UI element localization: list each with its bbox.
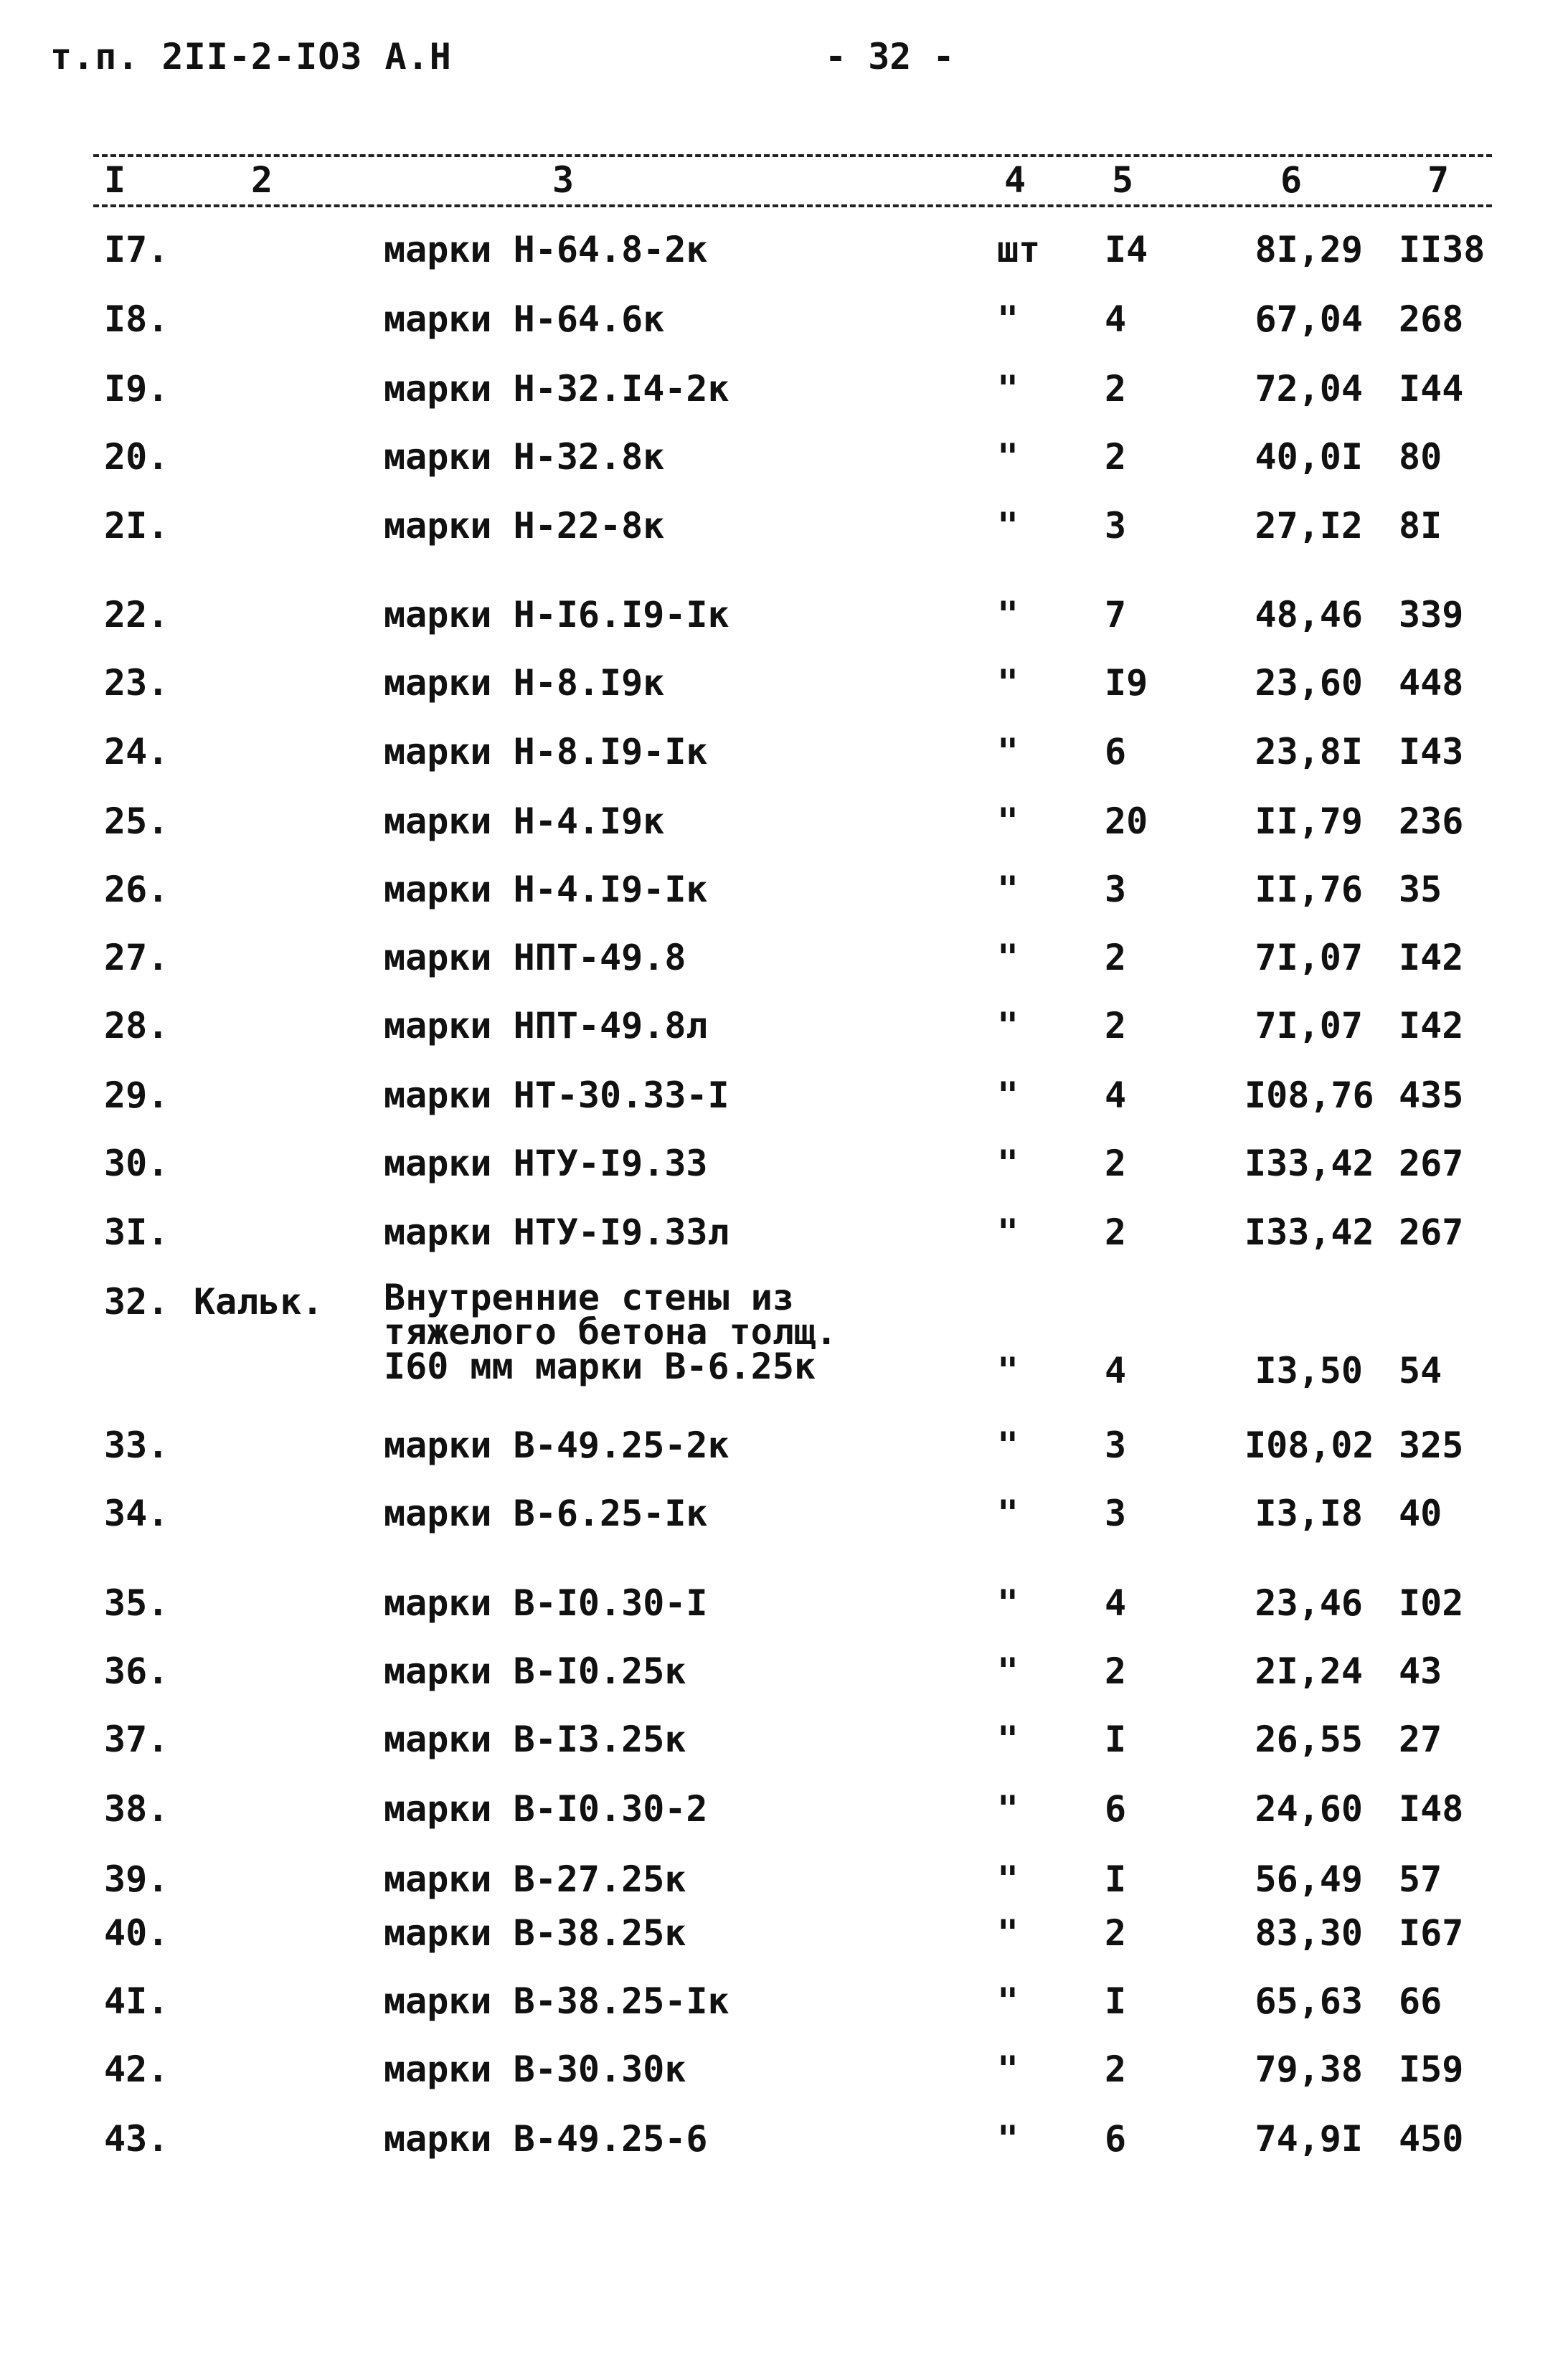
- description-line: марки В-I0.30-2: [384, 1788, 708, 1830]
- row-unit: ": [997, 1980, 1019, 2022]
- row-total: 40: [1399, 1493, 1442, 1534]
- row-unit-value: 79,38: [1255, 2049, 1363, 2090]
- row-total: I42: [1399, 1005, 1464, 1046]
- row-number: 25.: [104, 800, 169, 842]
- row-quantity: I9: [1105, 662, 1148, 704]
- row-description: [384, 868, 708, 911]
- row-unit: ": [997, 1858, 1019, 1900]
- row-description: [384, 1858, 686, 1901]
- row-unit: ": [997, 2118, 1019, 2160]
- row-unit: ": [997, 1074, 1019, 1116]
- header-bottom-rule: [93, 204, 1492, 207]
- row-unit: ": [997, 1788, 1019, 1830]
- row-total: 236: [1399, 800, 1464, 842]
- row-quantity: 3: [1105, 505, 1127, 547]
- row-quantity: 6: [1105, 2118, 1127, 2160]
- row-unit: ": [997, 2049, 1019, 2090]
- row-unit: ": [997, 1582, 1019, 1624]
- description-line: марки В-38.25к: [384, 1912, 686, 1954]
- description-line: марки Н-4.I9к: [384, 800, 665, 842]
- row-unit-value: 23,46: [1255, 1582, 1363, 1624]
- row-quantity: 6: [1105, 731, 1127, 772]
- row-unit: ": [997, 1005, 1019, 1046]
- row-quantity: I: [1105, 1980, 1127, 2022]
- row-unit: ": [997, 1719, 1019, 1760]
- row-quantity: 2: [1105, 937, 1127, 978]
- row-quantity: 2: [1105, 1143, 1127, 1184]
- row-total: 66: [1399, 1980, 1442, 2022]
- row-quantity: 4: [1105, 298, 1127, 340]
- row-description: [384, 1718, 686, 1761]
- column-number-1: I: [104, 159, 126, 201]
- row-number: 4I.: [104, 1980, 169, 2022]
- row-total: 339: [1399, 594, 1464, 635]
- row-quantity: 2: [1105, 1912, 1127, 1954]
- row-number: 36.: [104, 1650, 169, 1692]
- description-line: марки Н-8.I9-Iк: [384, 731, 708, 772]
- row-unit-value: 7I,07: [1255, 1005, 1363, 1046]
- description-line: Внутренние стены из: [384, 1277, 794, 1318]
- row-description: [384, 1650, 686, 1693]
- row-number: 28.: [104, 1005, 169, 1046]
- row-unit-value: 26,55: [1255, 1719, 1363, 1760]
- row-unit-value: I08,76: [1245, 1074, 1374, 1116]
- row-quantity: 4: [1105, 1074, 1127, 1116]
- row-total: 54: [1399, 1350, 1442, 1391]
- row-number: 30.: [104, 1143, 169, 1184]
- row-description: [384, 800, 664, 843]
- description-line: марки Н-64.6к: [384, 298, 665, 340]
- row-unit: ": [997, 594, 1019, 635]
- row-description: [384, 661, 664, 704]
- row-unit: ": [997, 869, 1019, 910]
- row-unit-value: II,79: [1255, 800, 1363, 842]
- row-description: [384, 2048, 686, 2091]
- row-quantity: 2: [1105, 1650, 1127, 1692]
- row-number: 26.: [104, 869, 169, 910]
- row-description: [384, 367, 729, 410]
- column-number-2: 2: [251, 159, 273, 201]
- row-unit-value: I3,50: [1255, 1350, 1363, 1391]
- row-description: [384, 435, 664, 478]
- row-description: [384, 1582, 708, 1625]
- row-total: 43: [1399, 1650, 1442, 1692]
- row-unit: ": [997, 1211, 1019, 1253]
- document-code: т.п. 2II-2-IO3 А.Н: [50, 36, 452, 77]
- row-unit-value: I33,42: [1245, 1143, 1374, 1184]
- description-line: марки Н-32.8к: [384, 436, 665, 478]
- row-quantity: I4: [1105, 229, 1148, 270]
- description-line: марки В-I0.25к: [384, 1650, 686, 1692]
- row-unit-value: I08,02: [1245, 1424, 1374, 1466]
- row-description: [384, 1980, 729, 2023]
- row-unit: ": [997, 731, 1019, 772]
- row-description: [384, 1912, 686, 1955]
- row-description: [384, 1492, 708, 1535]
- row-number: 32.: [104, 1281, 169, 1323]
- row-description: [384, 1074, 729, 1117]
- description-line: марки НТ-30.33-I: [384, 1074, 729, 1116]
- description-line: марки Н-8.I9к: [384, 662, 665, 704]
- row-description: [384, 593, 729, 636]
- row-number: I9.: [104, 368, 169, 410]
- row-total: 448: [1399, 662, 1464, 704]
- description-line: тяжелого бетона толщ.: [384, 1311, 838, 1353]
- row-unit-value: 83,30: [1255, 1912, 1363, 1954]
- row-unit-value: I33,42: [1245, 1211, 1374, 1253]
- row-quantity: 2: [1105, 2049, 1127, 2090]
- description-line: марки В-I3.25к: [384, 1719, 686, 1760]
- row-quantity: 20: [1105, 800, 1148, 842]
- row-unit-value: 40,0I: [1255, 436, 1363, 478]
- row-total: 450: [1399, 2118, 1464, 2160]
- row-unit-value: II,76: [1255, 869, 1363, 910]
- row-description: [384, 1211, 729, 1254]
- row-unit-value: 2I,24: [1255, 1650, 1363, 1692]
- row-unit-value: 23,8I: [1255, 731, 1363, 772]
- row-description: [384, 298, 664, 341]
- row-number: 23.: [104, 662, 169, 704]
- row-quantity: 2: [1105, 1211, 1127, 1253]
- column-number-3: 3: [552, 159, 575, 201]
- row-total: 8I: [1399, 505, 1442, 547]
- row-description: [384, 1787, 708, 1830]
- row-total: 35: [1399, 869, 1442, 910]
- row-number: 37.: [104, 1719, 169, 1760]
- description-line: марки В-38.25-Iк: [384, 1980, 729, 2022]
- row-unit-value: 72,04: [1255, 368, 1363, 410]
- row-total: I42: [1399, 937, 1464, 978]
- row-note: Кальк.: [194, 1281, 323, 1323]
- description-line: марки Н-I6.I9-Iк: [384, 594, 729, 635]
- row-number: 42.: [104, 2049, 169, 2090]
- row-number: 20.: [104, 436, 169, 478]
- row-total: 57: [1399, 1858, 1442, 1900]
- row-number: 38.: [104, 1788, 169, 1830]
- row-unit-value: 23,60: [1255, 662, 1363, 704]
- row-description: [384, 1424, 729, 1467]
- row-total: II38: [1399, 229, 1486, 270]
- row-unit: ": [997, 505, 1019, 547]
- row-quantity: 2: [1105, 368, 1127, 410]
- row-total: I44: [1399, 368, 1464, 410]
- row-description: [384, 1277, 838, 1387]
- row-number: 39.: [104, 1858, 169, 1900]
- row-unit-value: 24,60: [1255, 1788, 1363, 1830]
- row-total: I67: [1399, 1912, 1464, 1954]
- row-unit: шт: [997, 229, 1041, 270]
- row-total: 435: [1399, 1074, 1464, 1116]
- row-description: [384, 2117, 708, 2160]
- description-line: марки В-49.25-6: [384, 2118, 708, 2160]
- row-unit-value: 67,04: [1255, 298, 1363, 340]
- row-total: 325: [1399, 1424, 1464, 1466]
- column-number-4: 4: [1004, 159, 1026, 201]
- row-number: 29.: [104, 1074, 169, 1116]
- row-unit: ": [997, 662, 1019, 704]
- row-unit: ": [997, 298, 1019, 340]
- row-total: I43: [1399, 731, 1464, 772]
- column-number-7: 7: [1427, 159, 1450, 201]
- row-number: 35.: [104, 1582, 169, 1624]
- column-number-5: 5: [1112, 159, 1134, 201]
- row-quantity: 7: [1105, 594, 1127, 635]
- row-quantity: 2: [1105, 436, 1127, 478]
- description-line: марки В-30.30к: [384, 2049, 686, 2090]
- row-description: [384, 1004, 708, 1047]
- row-number: 33.: [104, 1424, 169, 1466]
- description-line: марки НПТ-49.8: [384, 937, 686, 978]
- row-number: 27.: [104, 937, 169, 978]
- row-unit: ": [997, 1912, 1019, 1954]
- row-quantity: 3: [1105, 1493, 1127, 1534]
- row-unit: ": [997, 1650, 1019, 1692]
- description-line: марки В-6.25-Iк: [384, 1493, 708, 1534]
- row-unit-value: 48,46: [1255, 594, 1363, 635]
- row-description: [384, 504, 664, 547]
- row-quantity: 3: [1105, 869, 1127, 910]
- row-number: 3I.: [104, 1211, 169, 1253]
- row-unit: ": [997, 436, 1019, 478]
- row-quantity: I: [1105, 1719, 1127, 1760]
- row-total: 268: [1399, 298, 1464, 340]
- row-number: I7.: [104, 229, 169, 270]
- row-total: I02: [1399, 1582, 1464, 1624]
- description-line: марки В-27.25к: [384, 1858, 686, 1900]
- row-unit-value: 8I,29: [1255, 229, 1363, 270]
- row-quantity: 4: [1105, 1350, 1127, 1391]
- row-number: 40.: [104, 1912, 169, 1954]
- row-unit-value: 27,I2: [1255, 505, 1363, 547]
- row-total: I59: [1399, 2049, 1464, 2090]
- row-unit-value: I3,I8: [1255, 1493, 1363, 1534]
- row-unit: ": [997, 800, 1019, 842]
- row-unit: ": [997, 1143, 1019, 1184]
- description-line: марки В-49.25-2к: [384, 1424, 729, 1466]
- row-total: 27: [1399, 1719, 1442, 1760]
- description-line: марки НТУ-I9.33л: [384, 1211, 729, 1253]
- row-quantity: 3: [1105, 1424, 1127, 1466]
- row-number: I8.: [104, 298, 169, 340]
- description-line: марки Н-22-8к: [384, 505, 665, 547]
- page-number: - 32 -: [825, 36, 955, 77]
- row-unit: ": [997, 1350, 1019, 1391]
- row-unit-value: 65,63: [1255, 1980, 1363, 2022]
- description-line: марки Н-64.8-2к: [384, 229, 708, 270]
- row-number: 24.: [104, 731, 169, 772]
- row-unit: ": [997, 937, 1019, 978]
- row-description: [384, 936, 686, 979]
- row-total: I48: [1399, 1788, 1464, 1830]
- row-description: [384, 228, 708, 271]
- row-total: 267: [1399, 1211, 1464, 1253]
- description-line: I60 мм марки В-6.25к: [384, 1346, 816, 1387]
- row-unit-value: 7I,07: [1255, 937, 1363, 978]
- table-top-rule: [93, 154, 1492, 157]
- description-line: марки Н-4.I9-Iк: [384, 869, 708, 910]
- description-line: марки НПТ-49.8л: [384, 1005, 708, 1046]
- row-unit-value: 74,9I: [1255, 2118, 1363, 2160]
- description-line: марки Н-32.I4-2к: [384, 368, 729, 410]
- description-line: марки В-I0.30-I: [384, 1582, 708, 1624]
- column-number-header: [0, 159, 1568, 202]
- row-number: 34.: [104, 1493, 169, 1534]
- description-line: марки НТУ-I9.33: [384, 1143, 708, 1184]
- row-total: 80: [1399, 436, 1442, 478]
- row-quantity: 6: [1105, 1788, 1127, 1830]
- row-quantity: 2: [1105, 1005, 1127, 1046]
- row-number: 2I.: [104, 505, 169, 547]
- row-quantity: I: [1105, 1858, 1127, 1900]
- row-unit: ": [997, 1493, 1019, 1534]
- row-description: [384, 1142, 708, 1185]
- row-quantity: 4: [1105, 1582, 1127, 1624]
- row-number: 22.: [104, 594, 169, 635]
- row-description: [384, 730, 708, 773]
- column-number-6: 6: [1280, 159, 1303, 201]
- row-unit-value: 56,49: [1255, 1858, 1363, 1900]
- row-unit: ": [997, 1424, 1019, 1466]
- row-unit: ": [997, 368, 1019, 410]
- row-number: 43.: [104, 2118, 169, 2160]
- row-total: 267: [1399, 1143, 1464, 1184]
